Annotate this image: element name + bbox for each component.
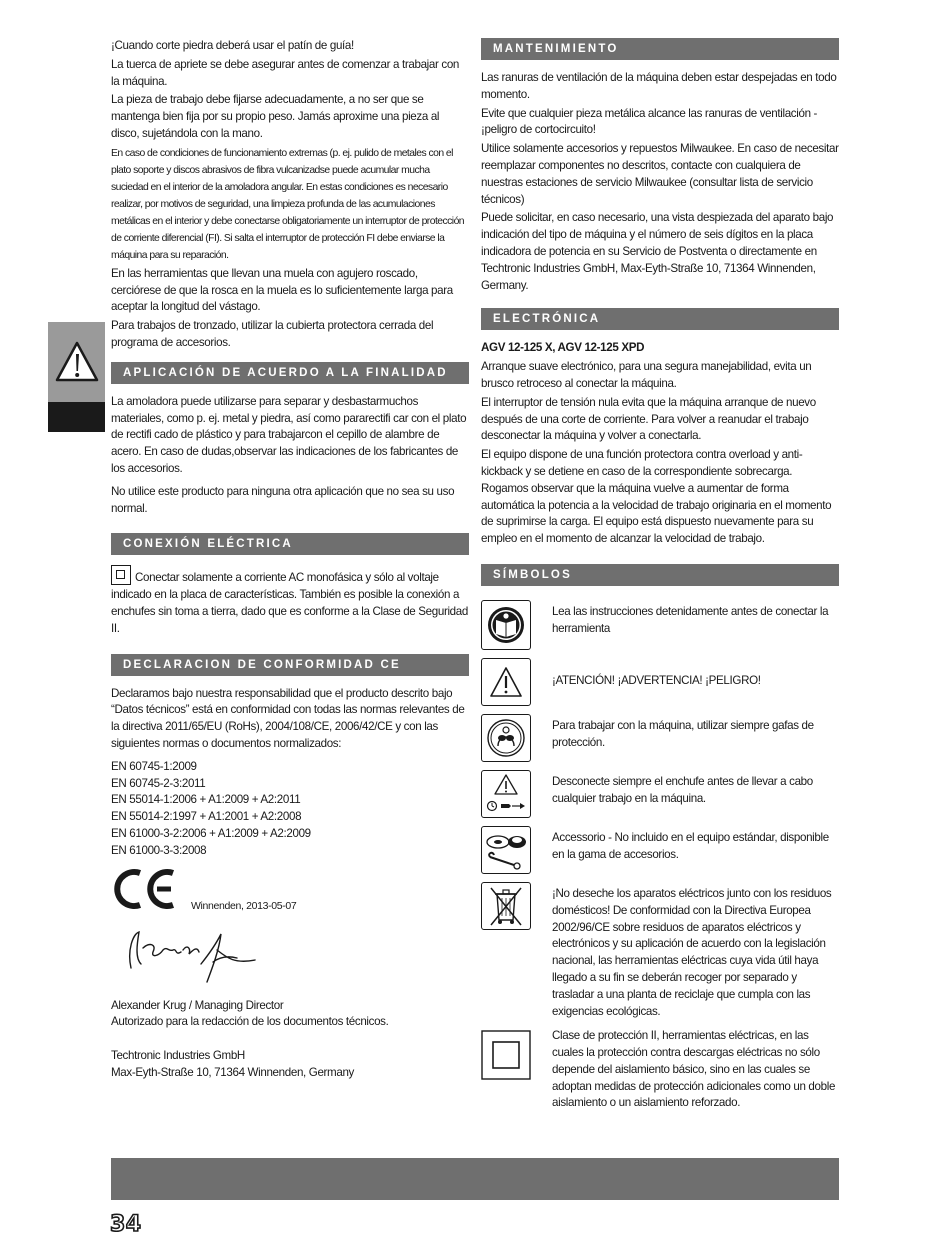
norm-item: EN 60745-2-3:2011 [111, 776, 206, 790]
maintenance-heading: MANTENIMIENTO [481, 38, 839, 60]
intended-use-paragraph: No utilice este producto para ninguna otra aplicación que no sea su uso normal. [111, 484, 455, 515]
norm-item: EN 55014-2:1997 + A1:2001 + A2:2008 [111, 810, 302, 824]
electrical-paragraph [111, 565, 469, 637]
symbol-row [481, 826, 839, 874]
electronics-heading: ELECTRÓNICA [481, 308, 839, 330]
electronics-paragraph: El interruptor de tensión nula evita que la máquina arranque de nuevo después de una corte de corriente. Para volver a reanudar el trabajo desconectar la máquina y volver a conectarla. [481, 395, 816, 443]
weee-bin-icon [481, 882, 531, 930]
electrical-heading: CONEXIÓN ELÉCTRICA [111, 533, 469, 555]
norm-item: EN 61000-3-3:2008 [111, 843, 207, 857]
place-date: Winnenden, 2013-05-07 [191, 899, 297, 912]
maintenance-paragraph: Puede solicitar, en caso necesario, una vista despiezada del aparato bajo indicación del tipo de máquina y el número de seis dígitos en la placa indicadora de potencia en su Servicio de Postventa o directamente en Techtronic Industries GmbH, Max-Eyth-Straße 10, 71364 Winnenden, Germany. [481, 211, 834, 292]
safety-paragraph: La tuerca de apriete se debe asegurar antes de comenzar a trabajar con la máquina. [111, 57, 460, 88]
signature-image [117, 920, 267, 990]
symbol-row [481, 770, 839, 818]
safety-paragraph: La pieza de trabajo debe fijarse adecuadamente, a no ser que se mantenga bien fija por su propio peso. Jamás aproxime una pieza al disco, sujetándola con la mano. [111, 93, 440, 140]
class-ii-icon [481, 1030, 531, 1080]
signer-name: Alexander Krug / Managing Director [111, 998, 284, 1012]
symbol-text: ¡ATENCIÓN! ¡ADVERTENCIA! ¡PELIGRO! [552, 673, 761, 687]
warning-triangle-icon [481, 658, 531, 706]
electrical-text: Conectar solamente a corriente AC monofásica y sólo al voltaje indicado en la placa de características. También es posible la conexión a enchufes sin toma a tierra, dado que es conforme a la Clase de Seguridad II. [111, 571, 468, 635]
symbols-heading: SÍMBOLOS [481, 564, 839, 586]
warning-side-tab [48, 322, 105, 432]
symbol-text: Desconecte siempre el enchufe antes de llevar a cabo cualquier trabajo en la máquina. [552, 774, 813, 805]
electronics-paragraph: El equipo dispone de una función protectora contra overload y anti-kickback y se detiene en caso de la correspondiente sobrecarga. Rogamos observar que la máquina vuelve a aumentar de forma automática la potencia a la velocidad de trabajo originaria en el momento de suprimirse la carga. El equipo está dispuesto nuevamente para su empleo en el momento de alcanzar la velocidad de trabajo. [481, 448, 832, 546]
right-column [481, 38, 839, 1120]
left-column [111, 38, 469, 1084]
read-manual-icon [481, 600, 531, 650]
authorized-text: Autorizado para la redacción de los documentos técnicos. [111, 1015, 389, 1029]
symbol-text: ¡No deseche los aparatos eléctricos junto con los residuos domésticos! De conformidad con la Directiva Europea 2002/96/CE sobre residuos de aparatos eléctricos y electrónicos y su aplicación de acuerdo con la legislación nacional, las herramientas eléctricas cuya vida útil haya llegado a su fin se deberán recoger por separado y trasladar a una planta de reciclaje que cumpla con las exigencias ecológicas. [552, 886, 832, 1018]
ce-row [111, 868, 469, 916]
company-address: Max-Eyth-Straße 10, 71364 Winnenden, Germany [111, 1065, 355, 1079]
maintenance-paragraph: Evite que cualquier pieza metálica alcance las ranuras de ventilación - ¡peligro de cortocircuito! [481, 106, 818, 137]
footer-bar [111, 1158, 839, 1200]
norm-item: EN 60745-1:2009 [111, 759, 197, 773]
electronics-paragraph: Arranque suave electrónico, para una segura manejabilidad, evita un brusco retroceso al conectar la máquina. [481, 360, 812, 390]
class-ii-icon [111, 565, 131, 585]
safety-goggles-icon [481, 714, 531, 762]
symbol-text: Lea las instrucciones detenidamente antes de conectar la herramienta [552, 604, 829, 635]
symbol-row [481, 882, 839, 1020]
symbol-row [481, 1028, 839, 1112]
safety-paragraph: Para trabajos de tronzado, utilizar la cubierta protectora cerrada del programa de accesorios. [111, 319, 434, 349]
page-number: 34 [110, 1212, 142, 1237]
norms-list [111, 759, 469, 860]
intended-use-paragraph: La amoladora puede utilizarse para separar y desbastarmuchos materiales, como p. ej. metal y piedra, así como pararectifi car con el plato de rectifi cado de plástico y para trabajarcon el cepillo de alambre de acero. En caso de dudas,observar las indicaciones de los fabricantes de los accesorios. [111, 394, 467, 475]
symbol-text: Clase de protección II, herramientas eléctricas, en las cuales la protección contra descargas eléctricas no sólo depende del aislamiento básico, sino en las cuales se adoptan medidas de protección adicionales como un doble aislamiento o un aislamiento reforzado. [552, 1029, 836, 1110]
ce-mark-icon [113, 868, 179, 910]
symbol-row [481, 658, 839, 706]
maintenance-paragraph: Las ranuras de ventilación de la máquina deben estar despejadas en todo momento. [481, 71, 837, 101]
conformity-text: Declaramos bajo nuestra responsabilidad que el producto descrito bajo “Datos técnicos” está en conformidad con todas las normas relevantes de la directiva 2011/65/EU (RoHs), 2004/108/CE, 2006/42/CE y con las siguientes normas o documentos normalizados: [111, 686, 465, 750]
symbol-row [481, 600, 839, 650]
norm-item: EN 55014-1:2006 + A1:2009 + A2:2011 [111, 793, 301, 807]
symbol-text: Accessorio - No incluido en el equipo estándar, disponible en la gama de accesorios. [552, 830, 829, 861]
company-name: Techtronic Industries GmbH [111, 1049, 245, 1063]
conformity-heading: DECLARACION DE CONFORMIDAD CE [111, 654, 469, 676]
safety-paragraph: ¡Cuando corte piedra deberá usar el patín de guía! [111, 39, 354, 52]
warning-triangle-icon [55, 340, 99, 384]
maintenance-paragraph: Utilice solamente accesorios y repuestos Milwaukee. En caso de necesitar reemplazar componentes no descritos, contacte con cualquiera de nuestras estaciones de servicio Milwaukee (consultar lista de servicio técnicos) [481, 142, 839, 206]
symbol-row [481, 714, 839, 762]
accessory-icon [481, 826, 531, 874]
safety-paragraph: En las herramientas que llevan una muela con agujero roscado, cerciórese de que la rosca en la muela es lo suficientemente larga para aceptar la longitud del vástago. [111, 266, 453, 314]
electronics-models: AGV 12-125 X, AGV 12-125 XPD [481, 341, 645, 355]
unplug-icon [481, 770, 531, 818]
intended-use-heading: APLICACIÓN DE ACUERDO A LA FINALIDAD [111, 362, 469, 384]
norm-item: EN 61000-3-2:2006 + A1:2009 + A2:2009 [111, 826, 311, 840]
symbol-text: Para trabajar con la máquina, utilizar siempre gafas de protección. [552, 718, 814, 749]
safety-paragraph-dense: En caso de condiciones de funcionamiento extremas (p. ej. pulido de metales con el plato soporte y discos abrasivos de fibra vulcanizadse puede acumular mucha suciedad en el interior de la amoladora angular. En estas condiciones es necesario realizar, por motivos de seguridad, una limpieza profunda de las acumulaciones metálicas en el interior y debe conectarse obligatoriamente un interruptor de protección de corriente diferencial (FI). Si salta el interruptor de protección FI debe enviarse la máquina para su reparación. [111, 147, 465, 261]
